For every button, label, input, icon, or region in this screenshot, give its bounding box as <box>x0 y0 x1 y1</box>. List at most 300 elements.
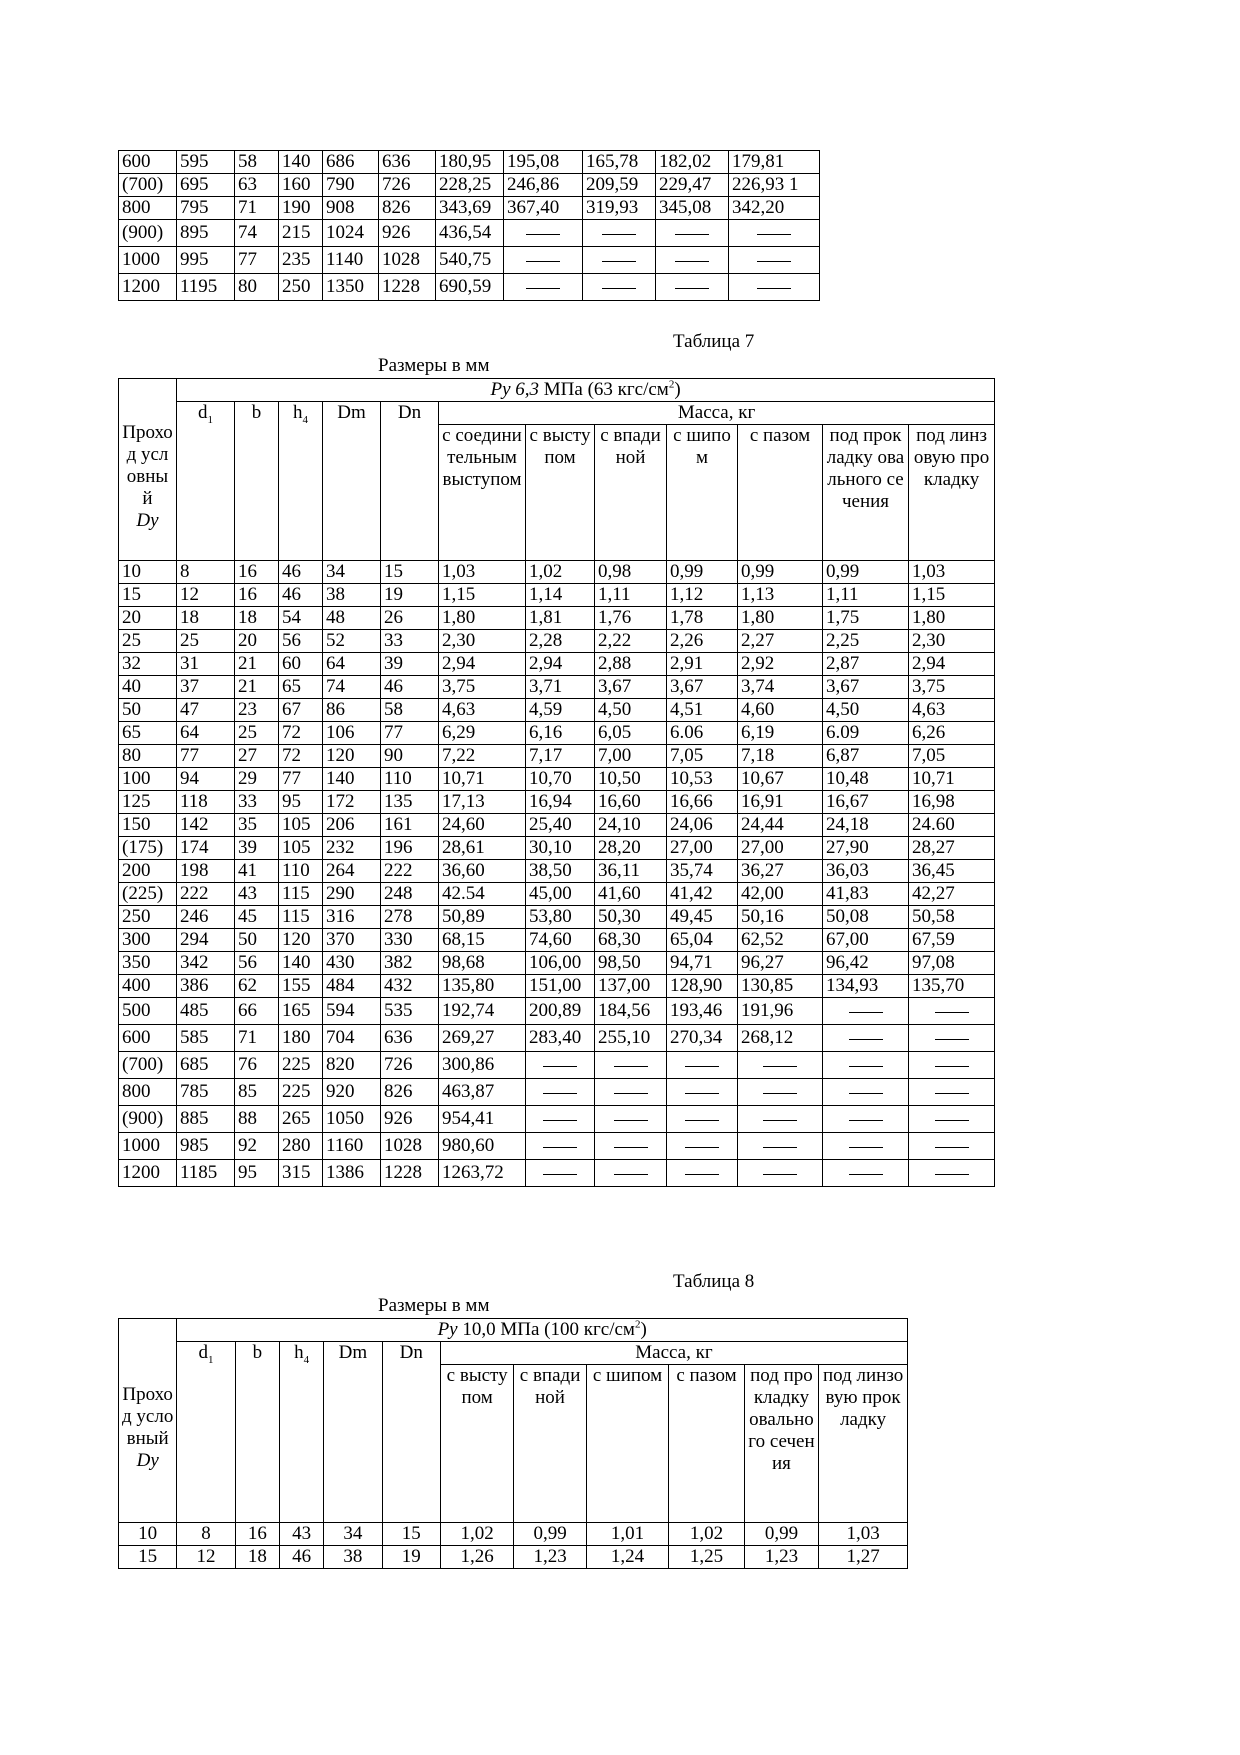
table-cell: 19 <box>381 584 439 607</box>
dash-mark <box>614 1093 648 1094</box>
table-cell: 2,26 <box>667 630 738 653</box>
table-cell: 151,00 <box>526 975 595 998</box>
dash-cell <box>909 1106 995 1133</box>
table-cell: 50 <box>119 699 177 722</box>
table-cell: 80 <box>235 274 279 301</box>
dash-cell <box>729 274 820 301</box>
table-cell: 27,00 <box>738 837 823 860</box>
table-cell: 16,94 <box>526 791 595 814</box>
table-cell: 280 <box>279 1133 323 1160</box>
table-row <box>119 274 820 301</box>
table-cell: 97,08 <box>909 952 995 975</box>
table-cell: 90 <box>381 745 439 768</box>
table-row <box>119 607 995 630</box>
table-cell: 23 <box>235 699 279 722</box>
table-cell: 200,89 <box>526 998 595 1025</box>
dash-cell <box>738 1079 823 1106</box>
table-cell: 2,91 <box>667 653 738 676</box>
table-cell: 2,25 <box>823 630 909 653</box>
table-cell: 38 <box>324 1546 382 1569</box>
table-cell: 41,42 <box>667 883 738 906</box>
table-row <box>119 860 995 883</box>
table-row <box>119 791 995 814</box>
table-cell: 34 <box>324 1523 382 1546</box>
table-cell: 95 <box>235 1160 279 1187</box>
table-cell: 45 <box>235 906 279 929</box>
pressure-rest: МПа (63 кгс/см <box>543 379 669 400</box>
mass-col-header: с выступом <box>526 425 595 561</box>
table-cell: 66 <box>235 998 279 1025</box>
table8-caption: Таблица 8 <box>673 1271 755 1292</box>
table-cell: 2,28 <box>526 630 595 653</box>
table-cell: 30,10 <box>526 837 595 860</box>
table-cell: 0,99 <box>738 561 823 584</box>
table-cell: 278 <box>381 906 439 929</box>
table-cell: 64 <box>323 653 381 676</box>
table-row <box>119 1160 995 1187</box>
dash-mark <box>849 1147 883 1148</box>
table-cell: 110 <box>279 860 323 883</box>
table-row <box>119 814 995 837</box>
table-cell: 319,93 <box>583 197 656 220</box>
col-d1 <box>177 1342 235 1523</box>
table-cell: 7,00 <box>595 745 667 768</box>
pressure-end: ) <box>640 1319 647 1340</box>
table-cell: 18 <box>235 1546 279 1569</box>
table-cell: 106,00 <box>526 952 595 975</box>
table-cell: 382 <box>381 952 439 975</box>
table-cell: 71 <box>235 197 279 220</box>
pressure-py: Py <box>437 1319 458 1340</box>
table-cell: 25 <box>235 722 279 745</box>
dy-symbol: Dy <box>136 1449 159 1471</box>
table-cell: 232 <box>323 837 381 860</box>
table-cell: 255,10 <box>595 1025 667 1052</box>
table-row <box>119 906 995 929</box>
dash-mark <box>543 1066 577 1067</box>
table-cell: 704 <box>323 1025 381 1052</box>
table-cell: 16,98 <box>909 791 995 814</box>
dash-cell <box>526 1106 595 1133</box>
table-cell: 36,11 <box>595 860 667 883</box>
table-cell: 67,59 <box>909 929 995 952</box>
table-cell: 1160 <box>323 1133 381 1160</box>
table-cell: 2,94 <box>526 653 595 676</box>
table-cell: 2,22 <box>595 630 667 653</box>
pressure-header <box>177 379 995 402</box>
table-cell: 1,27 <box>819 1546 908 1569</box>
table-cell: 6.06 <box>667 722 738 745</box>
dash-mark <box>543 1147 577 1148</box>
table-cell: 62 <box>235 975 279 998</box>
table-cell: 1263,72 <box>439 1160 526 1187</box>
dash-mark <box>849 1039 883 1040</box>
table-cell: 250 <box>119 906 177 929</box>
table-cell: 96,27 <box>738 952 823 975</box>
dash-cell <box>823 998 909 1025</box>
col-d1-text: d <box>198 402 208 423</box>
dash-mark <box>675 261 709 262</box>
dash-cell <box>595 1160 667 1187</box>
dash-cell <box>667 1052 738 1079</box>
table-cell: 115 <box>279 883 323 906</box>
table-cell: 110 <box>381 768 439 791</box>
table-cell: 35,74 <box>667 860 738 883</box>
dash-cell <box>823 1025 909 1052</box>
table-cell: 785 <box>177 1079 235 1106</box>
table-cell: 265 <box>279 1106 323 1133</box>
table-cell: 0,99 <box>823 561 909 584</box>
col-dm: Dm <box>324 1342 382 1523</box>
dash-mark <box>526 288 560 289</box>
table-cell: 636 <box>379 151 436 174</box>
dash-mark <box>763 1174 797 1175</box>
table-cell: 342 <box>177 952 235 975</box>
table-cell: 1185 <box>177 1160 235 1187</box>
table-cell: 3,74 <box>738 676 823 699</box>
dy-symbol: Dy <box>136 509 159 531</box>
table-cell: 15 <box>382 1523 440 1546</box>
table-cell: 4,50 <box>595 699 667 722</box>
table-row <box>119 630 995 653</box>
table-cell: 283,40 <box>526 1025 595 1052</box>
table-cell: 72 <box>279 745 323 768</box>
table-cell: 38 <box>323 584 381 607</box>
col-h4-sub: 4 <box>302 413 308 426</box>
table-cell: 1,13 <box>738 584 823 607</box>
dash-mark <box>685 1120 719 1121</box>
pressure-rest: 10,0 МПа (100 кгс/см <box>457 1319 635 1340</box>
table-cell: 88 <box>235 1106 279 1133</box>
table-cell: 68,30 <box>595 929 667 952</box>
table-cell: 1228 <box>379 274 436 301</box>
table-cell: 0,99 <box>744 1523 818 1546</box>
mass-header: Масса, кг <box>440 1342 907 1365</box>
table-cell: 1,14 <box>526 584 595 607</box>
mass-col-header: под прокладку овального сечения <box>744 1365 818 1523</box>
pressure-sup: 2 <box>668 378 675 391</box>
mass-col-header: под линзовую прокладку <box>909 425 995 561</box>
table-cell: 1,03 <box>819 1523 908 1546</box>
mass-col-header: с шипом <box>586 1365 669 1523</box>
table-cell: 1,12 <box>667 584 738 607</box>
table-cell: 165 <box>279 998 323 1025</box>
table-cell: 36,45 <box>909 860 995 883</box>
table-cell: 12 <box>177 1546 235 1569</box>
table-cell: 795 <box>177 197 235 220</box>
table-cell: 600 <box>119 151 177 174</box>
table-cell: 790 <box>323 174 379 197</box>
dash-cell <box>909 1079 995 1106</box>
dash-cell <box>909 1025 995 1052</box>
table-cell: 16 <box>235 584 279 607</box>
col-h4 <box>279 402 323 561</box>
table7-caption: Таблица 7 <box>673 331 755 352</box>
table-cell: 3,67 <box>667 676 738 699</box>
table-cell: 85 <box>235 1079 279 1106</box>
table-cell: 10,50 <box>595 768 667 791</box>
table-cell: 45,00 <box>526 883 595 906</box>
table-cell: 50,58 <box>909 906 995 929</box>
table-cell: 3,75 <box>909 676 995 699</box>
table-cell: 50,16 <box>738 906 823 929</box>
table-cell: 15 <box>119 584 177 607</box>
table-cell: 63 <box>235 174 279 197</box>
table-cell: 15 <box>381 561 439 584</box>
table-cell: 58 <box>381 699 439 722</box>
dash-cell <box>909 1133 995 1160</box>
table-cell: 300 <box>119 929 177 952</box>
table-cell: 46 <box>279 584 323 607</box>
table-cell: 1,11 <box>595 584 667 607</box>
table-row <box>119 699 995 722</box>
table-cell: 67 <box>279 699 323 722</box>
table-cell: 1,25 <box>669 1546 744 1569</box>
table-row <box>119 220 820 247</box>
pressure-sup: 2 <box>634 1318 641 1331</box>
table-cell: 77 <box>381 722 439 745</box>
table-cell: 29 <box>235 768 279 791</box>
dash-mark <box>675 288 709 289</box>
table-cell: 12 <box>177 584 235 607</box>
table-cell: 594 <box>323 998 381 1025</box>
table-cell: 6.09 <box>823 722 909 745</box>
table-cell: 155 <box>279 975 323 998</box>
table-row <box>119 1079 995 1106</box>
table-cell: 128,90 <box>667 975 738 998</box>
table-row <box>119 1523 908 1546</box>
table-row <box>119 722 995 745</box>
table-cell: 16 <box>235 561 279 584</box>
table-cell: 140 <box>279 151 323 174</box>
table-cell: 196 <box>381 837 439 860</box>
table-cell: 290 <box>323 883 381 906</box>
table-cell: 130,85 <box>738 975 823 998</box>
table-cell: 367,40 <box>504 197 583 220</box>
table-cell: 36,27 <box>738 860 823 883</box>
table-cell: 1,03 <box>909 561 995 584</box>
table-cell: 1024 <box>323 220 379 247</box>
table-cell: 56 <box>235 952 279 975</box>
dash-cell <box>909 1052 995 1079</box>
table-cell: 25 <box>119 630 177 653</box>
table-cell: (900) <box>119 1106 177 1133</box>
table-cell: 4,63 <box>909 699 995 722</box>
table-cell: 0,99 <box>667 561 738 584</box>
table-cell: 800 <box>119 197 177 220</box>
table8-body <box>119 1523 908 1569</box>
table-cell: 228,25 <box>436 174 504 197</box>
table-row <box>119 174 820 197</box>
table-cell: 46 <box>279 1546 323 1569</box>
table-cell: 920 <box>323 1079 381 1106</box>
col-dn: Dn <box>381 402 439 561</box>
table-cell: 140 <box>323 768 381 791</box>
table-cell: 225 <box>279 1052 323 1079</box>
table-cell: 1350 <box>323 274 379 301</box>
table-cell: 106 <box>323 722 381 745</box>
dash-mark <box>675 234 709 235</box>
dash-cell <box>504 247 583 274</box>
table-cell: 926 <box>379 220 436 247</box>
table-cell: 826 <box>379 197 436 220</box>
table-cell: 343,69 <box>436 197 504 220</box>
table-cell: 0,99 <box>514 1523 586 1546</box>
dash-mark <box>763 1066 797 1067</box>
table-cell: 6,26 <box>909 722 995 745</box>
mass-col-header: с выступом <box>440 1365 513 1523</box>
table-cell: 2,94 <box>439 653 526 676</box>
dash-mark <box>935 1174 969 1175</box>
table-cell: 6,16 <box>526 722 595 745</box>
table-cell: 270,34 <box>667 1025 738 1052</box>
col-d1-sub: 1 <box>208 1353 214 1366</box>
table-cell: 1028 <box>381 1133 439 1160</box>
table-cell: 24,10 <box>595 814 667 837</box>
table-cell: 25,40 <box>526 814 595 837</box>
table-cell: 46 <box>279 561 323 584</box>
table-cell: 10,71 <box>439 768 526 791</box>
table-cell: 264 <box>323 860 381 883</box>
dash-cell <box>823 1052 909 1079</box>
dash-cell <box>526 1052 595 1079</box>
table-cell: 269,27 <box>439 1025 526 1052</box>
table-cell: 908 <box>323 197 379 220</box>
table-cell: 37 <box>177 676 235 699</box>
table-cell: 15 <box>119 1546 177 1569</box>
pressure-py: Py <box>490 379 511 400</box>
dash-cell <box>526 1079 595 1106</box>
table7-body <box>119 561 995 1187</box>
table-row <box>119 883 995 906</box>
pressure-header <box>177 1319 908 1342</box>
table-cell: 10,70 <box>526 768 595 791</box>
table-cell: 540,75 <box>436 247 504 274</box>
table-cell: 370 <box>323 929 381 952</box>
dash-mark <box>935 1120 969 1121</box>
table-cell: 77 <box>279 768 323 791</box>
pressure-value: 6,3 <box>515 379 540 400</box>
table-cell: 1140 <box>323 247 379 274</box>
dash-mark <box>935 1012 969 1013</box>
dash-cell <box>738 1106 823 1133</box>
table-cell: 200 <box>119 860 177 883</box>
table-cell: 20 <box>119 607 177 630</box>
table-cell: 1,02 <box>669 1523 744 1546</box>
table-cell: 195,08 <box>504 151 583 174</box>
table-cell: 1000 <box>119 247 177 274</box>
table-cell: 3,71 <box>526 676 595 699</box>
dash-cell <box>656 220 729 247</box>
table-cell: 190 <box>279 197 323 220</box>
table-cell: 135 <box>381 791 439 814</box>
dash-mark <box>685 1174 719 1175</box>
table-cell: 46 <box>381 676 439 699</box>
table-cell: 39 <box>381 653 439 676</box>
table-cell: 135,70 <box>909 975 995 998</box>
table-cell: 1,23 <box>744 1546 818 1569</box>
table-cell: 71 <box>235 1025 279 1052</box>
table-row <box>119 1133 995 1160</box>
table-cell: 50,89 <box>439 906 526 929</box>
table-cell: 180 <box>279 1025 323 1052</box>
table-cell: 24,60 <box>439 814 526 837</box>
table-cell: 895 <box>177 220 235 247</box>
table-cell: 206 <box>323 814 381 837</box>
table-cell: 294 <box>177 929 235 952</box>
table-cell: 685 <box>177 1052 235 1079</box>
table-cell: 695 <box>177 174 235 197</box>
table-cell: 118 <box>177 791 235 814</box>
table-cell: 4,50 <box>823 699 909 722</box>
dash-cell <box>667 1106 738 1133</box>
table-cell: 86 <box>323 699 381 722</box>
dash-mark <box>935 1147 969 1148</box>
table-cell: 954,41 <box>439 1106 526 1133</box>
dash-cell <box>729 247 820 274</box>
table-continuation-body <box>119 151 820 301</box>
table-row <box>119 247 820 274</box>
dash-cell <box>729 220 820 247</box>
table-cell: 345,08 <box>656 197 729 220</box>
table-cell: 64 <box>177 722 235 745</box>
table-cell: 115 <box>279 906 323 929</box>
table-cell: 250 <box>279 274 323 301</box>
table-cell: 135,80 <box>439 975 526 998</box>
table-cell: 316 <box>323 906 381 929</box>
table-cell: 27 <box>235 745 279 768</box>
table-cell: 125 <box>119 791 177 814</box>
col-d1-sub: 1 <box>207 413 213 426</box>
col-d1 <box>177 402 235 561</box>
table-cell: 400 <box>119 975 177 998</box>
table-cell: 77 <box>235 247 279 274</box>
mass-col-header: под линзовую прокладку <box>819 1365 908 1523</box>
mass-col-header: с соединительным выступом <box>439 425 526 561</box>
table-cell: 77 <box>177 745 235 768</box>
table-cell: (225) <box>119 883 177 906</box>
col-dm: Dm <box>323 402 381 561</box>
table-cell: 120 <box>279 929 323 952</box>
dash-mark <box>543 1174 577 1175</box>
table-cell: 209,59 <box>583 174 656 197</box>
dash-cell <box>823 1079 909 1106</box>
table-row <box>119 197 820 220</box>
table-cell: 16,91 <box>738 791 823 814</box>
table-cell: 7,22 <box>439 745 526 768</box>
table-cell: 92 <box>235 1133 279 1160</box>
dash-mark <box>935 1039 969 1040</box>
table-cell: 180,95 <box>436 151 504 174</box>
table-row <box>119 584 995 607</box>
table-cell: 4,60 <box>738 699 823 722</box>
table-cell: 1,01 <box>586 1523 669 1546</box>
pressure-end: ) <box>674 379 681 400</box>
dash-mark <box>602 288 636 289</box>
col-h4-text: h <box>294 1342 304 1363</box>
table-cell: 8 <box>177 561 235 584</box>
table-cell: 1000 <box>119 1133 177 1160</box>
dy-header <box>119 1319 177 1523</box>
table-cell: 43 <box>279 1523 323 1546</box>
table-cell: 33 <box>235 791 279 814</box>
dash-cell <box>656 274 729 301</box>
dash-mark <box>763 1120 797 1121</box>
table-cell: 105 <box>279 814 323 837</box>
table-row <box>119 998 995 1025</box>
table-cell: 74 <box>323 676 381 699</box>
table-cell: 80 <box>119 745 177 768</box>
